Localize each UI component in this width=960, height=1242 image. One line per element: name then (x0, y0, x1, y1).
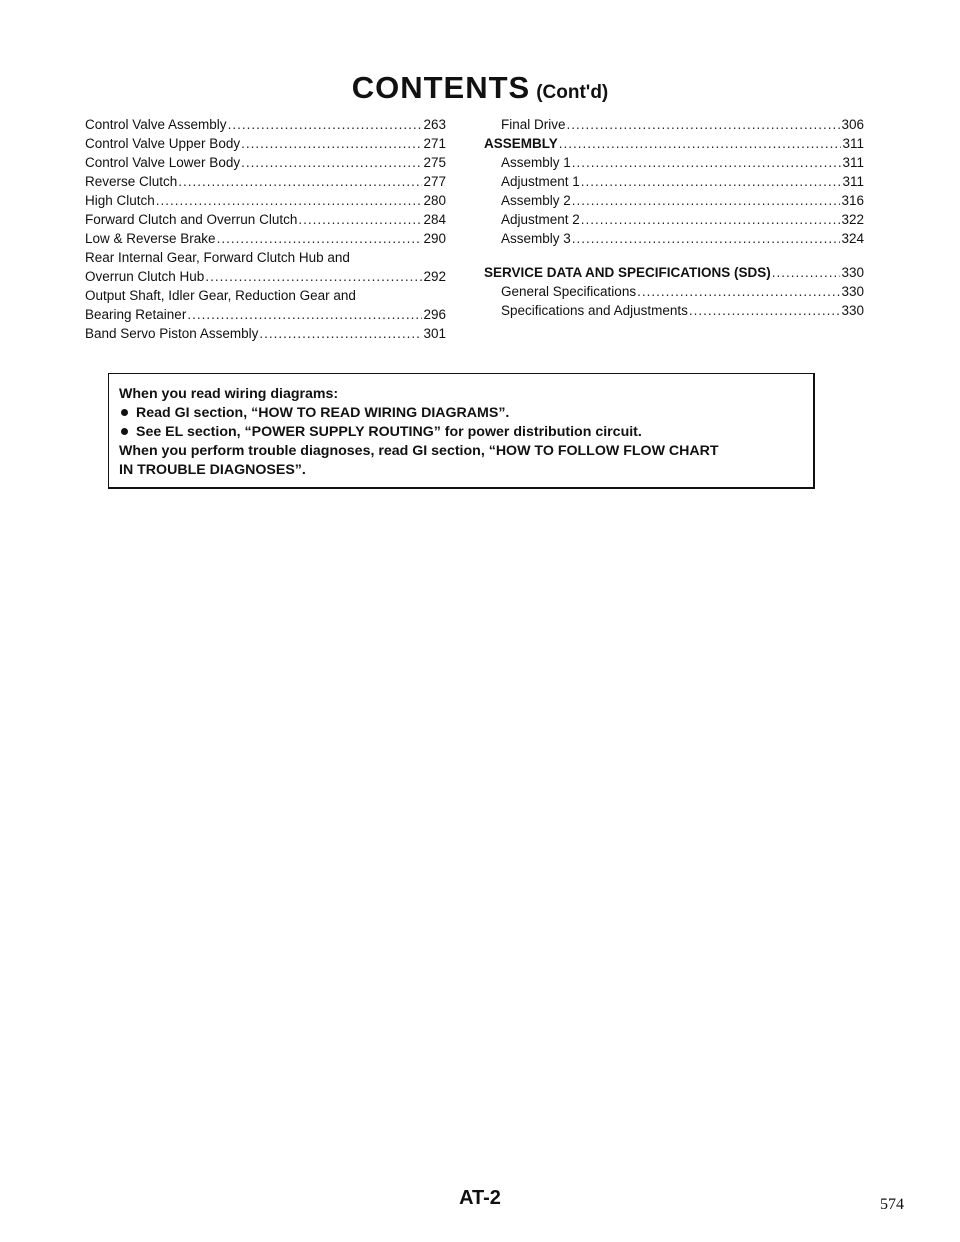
notice-bullet-item (119, 423, 813, 442)
toc-leader-dots (567, 115, 841, 134)
toc-entry-label: ASSEMBLY (484, 136, 558, 151)
toc-entry-page: 316 (841, 193, 864, 208)
toc-entry-label: Low & Reverse Brake (85, 231, 216, 246)
toc-entry-page: 311 (842, 136, 864, 151)
toc-entry[interactable] (85, 115, 446, 134)
toc-leader-dots (259, 324, 422, 343)
notice-bullet-text: Read GI section, “HOW TO READ WIRING DIAGRAMS”. (136, 405, 510, 421)
notice-line: IN TROUBLE DIAGNOSES”. (119, 462, 306, 478)
toc-entry-label: Assembly 1 (501, 155, 571, 170)
toc-entry-page: 263 (423, 117, 446, 132)
toc-leader-dots (178, 172, 422, 191)
toc-leader-dots (217, 229, 423, 248)
toc-leader-dots (689, 301, 841, 320)
toc-entry-label: Reverse Clutch (85, 174, 178, 189)
toc-entry-label: Control Valve Upper Body (85, 136, 241, 151)
notice-line: When you perform trouble diagnoses, read GI section, “HOW TO FOLLOW FLOW CHART (119, 443, 719, 459)
toc-entry-label: Final Drive (501, 117, 566, 132)
toc-entry-page: 311 (842, 155, 864, 170)
toc-entry[interactable] (484, 229, 864, 248)
page-title-main: CONTENTS (351, 70, 531, 105)
toc-entry-label: Assembly 2 (501, 193, 571, 208)
toc-left-column (85, 115, 446, 343)
toc-entry[interactable] (85, 210, 446, 229)
toc-leader-dots (572, 191, 841, 210)
toc-leader-dots (205, 267, 422, 286)
section-page-code: AT-2 (459, 1187, 501, 1209)
toc-entry-page: 330 (841, 265, 864, 280)
toc-leader-dots (187, 305, 422, 324)
toc-leader-dots (156, 191, 423, 210)
toc-entry[interactable] (484, 115, 864, 134)
toc-entry-label: Specifications and Adjustments (501, 303, 688, 318)
toc-leader-dots (241, 134, 422, 153)
page-title-subtitle: (Cont'd) (536, 82, 609, 103)
toc-entry-label: Bearing Retainer (85, 307, 187, 322)
page-number: 574 (880, 1196, 904, 1213)
toc-entry[interactable] (85, 267, 446, 286)
toc-entry-continued-line[interactable] (85, 286, 446, 305)
toc-entry-label-line1: Rear Internal Gear, Forward Clutch Hub and (85, 250, 350, 265)
toc-leader-dots (572, 229, 841, 248)
wiring-diagram-notice-box (108, 373, 815, 489)
toc-spacer (484, 248, 864, 263)
toc-entry-label: Overrun Clutch Hub (85, 269, 205, 284)
notice-bullet-text: See EL section, “POWER SUPPLY ROUTING” for power distribution circuit. (136, 424, 642, 440)
toc-entry[interactable] (85, 305, 446, 324)
toc-entry-page: 306 (841, 117, 864, 132)
toc-entry[interactable] (484, 301, 864, 320)
toc-entry[interactable] (484, 210, 864, 229)
toc-entry-label: Control Valve Lower Body (85, 155, 241, 170)
toc-entry-page: 292 (423, 269, 446, 284)
toc-section-heading[interactable] (484, 263, 864, 282)
toc-entry-label: Assembly 3 (501, 231, 571, 246)
toc-entry-page: 322 (841, 212, 864, 227)
notice-bullet-item (119, 404, 813, 423)
toc-entry-page: 284 (423, 212, 446, 227)
toc-entry[interactable] (85, 324, 446, 343)
toc-entry[interactable] (85, 229, 446, 248)
toc-entry[interactable] (484, 172, 864, 191)
toc-entry-page: 290 (423, 231, 446, 246)
toc-right-column (484, 115, 864, 320)
toc-entry[interactable] (484, 191, 864, 210)
toc-entry-page: 330 (841, 284, 864, 299)
toc-entry-page: 271 (423, 136, 446, 151)
toc-entry-label: Adjustment 1 (501, 174, 580, 189)
toc-entry-label-line1: Output Shaft, Idler Gear, Reduction Gear and (85, 288, 356, 303)
toc-entry-page: 324 (841, 231, 864, 246)
toc-entry-label: Control Valve Assembly (85, 117, 227, 132)
toc-section-heading[interactable] (484, 134, 864, 153)
toc-leader-dots (228, 115, 423, 134)
toc-entry[interactable] (484, 153, 864, 172)
toc-leader-dots (241, 153, 422, 172)
toc-entry-page: 330 (841, 303, 864, 318)
toc-entry[interactable] (85, 191, 446, 210)
toc-entry[interactable] (85, 172, 446, 191)
bullet-icon (121, 409, 128, 416)
page-title (0, 70, 960, 106)
toc-entry-page: 280 (423, 193, 446, 208)
toc-leader-dots (581, 210, 841, 229)
toc-entry-page: 275 (423, 155, 446, 170)
toc-entry-page: 301 (423, 326, 446, 341)
toc-entry-label: High Clutch (85, 193, 155, 208)
toc-leader-dots (772, 263, 841, 282)
toc-leader-dots (637, 282, 840, 301)
toc-leader-dots (572, 153, 842, 172)
toc-entry[interactable] (484, 282, 864, 301)
toc-entry-page: 311 (842, 174, 864, 189)
toc-entry-label: SERVICE DATA AND SPECIFICATIONS (SDS) (484, 265, 771, 280)
toc-entry-continued-line[interactable] (85, 248, 446, 267)
toc-entry[interactable] (85, 134, 446, 153)
toc-entry-page: 277 (423, 174, 446, 189)
toc-entry-label: Band Servo Piston Assembly (85, 326, 259, 341)
toc-entry-label: General Specifications (501, 284, 637, 299)
bullet-icon (121, 428, 128, 435)
toc-leader-dots (298, 210, 422, 229)
toc-entry-page: 296 (423, 307, 446, 322)
toc-leader-dots (559, 134, 842, 153)
toc-entry-label: Adjustment 2 (501, 212, 580, 227)
notice-line: When you read wiring diagrams: (119, 386, 339, 402)
toc-entry[interactable] (85, 153, 446, 172)
toc-leader-dots (581, 172, 842, 191)
toc-entry-label: Forward Clutch and Overrun Clutch (85, 212, 298, 227)
